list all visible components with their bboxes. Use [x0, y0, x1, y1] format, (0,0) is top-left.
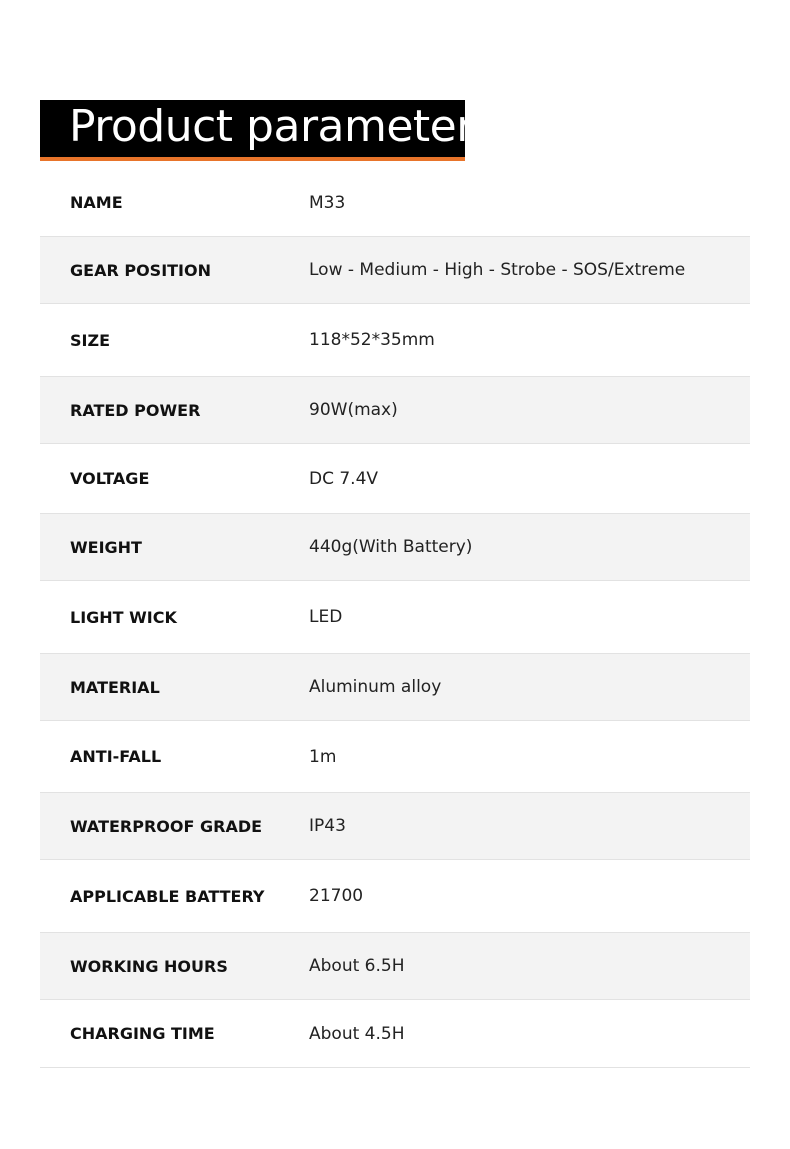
spec-label: ANTI-FALL	[70, 747, 162, 766]
spec-label: LIGHT WICK	[70, 607, 177, 627]
spec-row-anti-fall	[40, 721, 750, 793]
spec-row-gear-position	[40, 237, 750, 304]
page-title: Product parameter	[69, 101, 474, 152]
spec-table	[40, 169, 750, 1068]
title-banner	[40, 100, 474, 161]
spec-value: About 6.5H	[309, 956, 405, 976]
spec-label: APPLICABLE BATTERY	[70, 886, 265, 906]
spec-value: About 4.5H	[309, 1023, 405, 1044]
spec-value: Aluminum alloy	[309, 677, 442, 697]
spec-value: 1m	[309, 746, 337, 767]
spec-row-name	[40, 169, 750, 237]
spec-label: NAME	[70, 193, 123, 212]
spec-row-material	[40, 654, 750, 721]
spec-row-rated-power	[40, 377, 750, 444]
spec-label: WORKING HOURS	[70, 956, 228, 976]
spec-row-voltage	[40, 444, 750, 514]
spec-row-working-hours	[40, 933, 750, 1000]
spec-row-weight	[40, 514, 750, 581]
spec-label: SIZE	[70, 330, 111, 350]
spec-value: 118*52*35mm	[309, 330, 435, 350]
spec-row-charging-time	[40, 1000, 750, 1068]
spec-value: IP43	[309, 816, 346, 836]
spec-value: Low - Medium - High - Strobe - SOS/Extreme	[309, 260, 686, 280]
spec-label: GEAR POSITION	[70, 260, 211, 280]
spec-value: 90W(max)	[309, 400, 398, 420]
spec-value: 21700	[309, 886, 364, 906]
spec-row-applicable-battery	[40, 860, 750, 933]
spec-value: LED	[309, 607, 343, 627]
spec-label: WATERPROOF GRADE	[70, 816, 263, 836]
spec-value: DC 7.4V	[309, 468, 379, 489]
spec-row-light-wick	[40, 581, 750, 654]
spec-row-waterproof-grade	[40, 793, 750, 860]
spec-value: M33	[309, 192, 346, 213]
spec-value: 440g(With Battery)	[309, 537, 473, 557]
spec-row-size	[40, 304, 750, 377]
spec-label: MATERIAL	[70, 677, 160, 697]
spec-label: WEIGHT	[70, 537, 142, 557]
spec-label: RATED POWER	[70, 400, 201, 420]
spec-label: VOLTAGE	[70, 469, 150, 488]
spec-label: CHARGING TIME	[70, 1024, 215, 1043]
